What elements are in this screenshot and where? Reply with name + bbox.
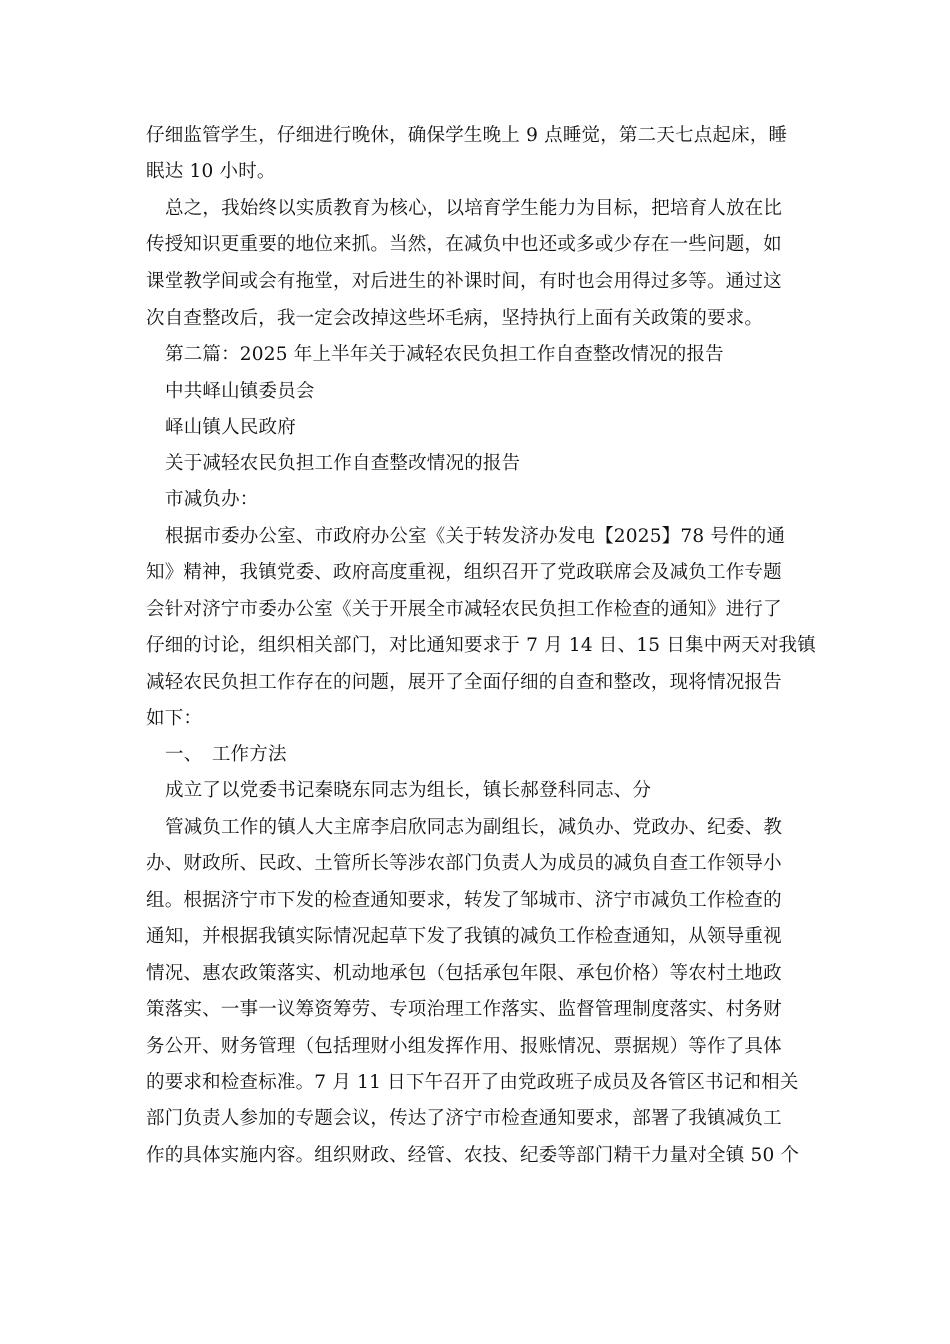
text-line: 课堂教学间或会有拖堂，对后进生的补课时间，有时也会用得过多等。通过这 xyxy=(146,271,782,292)
text-line: 根据市委办公室、市政府办公室《关于转发济办发电【2025】78 号件的通 xyxy=(165,526,786,547)
text-line: 减轻农民负担工作存在的问题，展开了全面仔细的自查和整改，现将情况报告 xyxy=(146,672,782,693)
text-line: 作的具体实施内容。组织财政、经管、农技、纪委等部门精干力量对全镇 50 个 xyxy=(146,1145,800,1166)
text-line: 的要求和检查标准。7 月 11 日下午召开了由党政班子成员及各管区书记和相关 xyxy=(146,1072,799,1093)
text-line: 传授知识更重要的地位来抓。当然，在减负中也还或多或少存在一些问题，如 xyxy=(146,234,782,255)
text-line: 知》精神，我镇党委、政府高度重视，组织召开了党政联席会及减负工作专题 xyxy=(146,562,782,583)
text-line: 次自查整改后，我一定会改掉这些坏毛病，坚持执行上面有关政策的要求。 xyxy=(146,308,764,329)
text-line: 仔细的讨论，组织相关部门，对比通知要求于 7 月 14 日、15 日集中两天对我镇 xyxy=(146,635,816,656)
text-line: 总之，我始终以实质教育为核心，以培育学生能力为目标，把培育人放在比 xyxy=(165,198,783,219)
text-line: 务公开、财务管理（包括理财小组发挥作用、报账情况、票据规）等作了具体 xyxy=(146,1036,782,1057)
text-line: 策落实、一事一议筹资筹劳、专项治理工作落实、监督管理制度落实、村务财 xyxy=(146,999,782,1020)
text-line: 部门负责人参加的专题会议，传达了济宁市检查通知要求，部署了我镇减负工 xyxy=(146,1108,782,1129)
text-line: 办、财政所、民政、土管所长等涉农部门负责人为成员的减负自查工作领导小 xyxy=(146,853,782,874)
subsection-heading: 一、 工作方法 xyxy=(165,744,287,765)
section-heading: 第二篇：2025 年上半年关于减轻农民负担工作自查整改情况的报告 xyxy=(165,344,724,365)
text-line: 会针对济宁市委办公室《关于开展全市减轻农民负担工作检查的通知》进行了 xyxy=(146,599,782,620)
issuer-line: 中共峄山镇委员会 xyxy=(165,381,315,402)
text-line: 仔细监管学生，仔细进行晚休，确保学生晚上 9 点睡觉，第二天七点起床，睡 xyxy=(146,125,788,146)
addressee: 市减负办： xyxy=(165,489,259,510)
text-line: 管减负工作的镇人大主席李启欣同志为副组长，减负办、党政办、纪委、教 xyxy=(165,817,783,838)
text-line: 成立了以党委书记秦晓东同志为组长，镇长郝登科同志、分 xyxy=(165,780,652,801)
issuer-line: 峄山镇人民政府 xyxy=(165,417,296,438)
text-line: 组。根据济宁市下发的检查通知要求，转发了邹城市、济宁市减负工作检查的 xyxy=(146,890,782,911)
text-line: 如下： xyxy=(146,708,203,729)
text-line: 情况、惠农政策落实、机动地承包（包括承包年限、承包价格）等农村土地政 xyxy=(146,963,782,984)
text-line: 眠达 10 小时。 xyxy=(146,161,276,182)
text-line: 通知，并根据我镇实际情况起草下发了我镇的减负工作检查通知，从领导重视 xyxy=(146,926,782,947)
report-title: 关于减轻农民负担工作自查整改情况的报告 xyxy=(165,453,521,474)
